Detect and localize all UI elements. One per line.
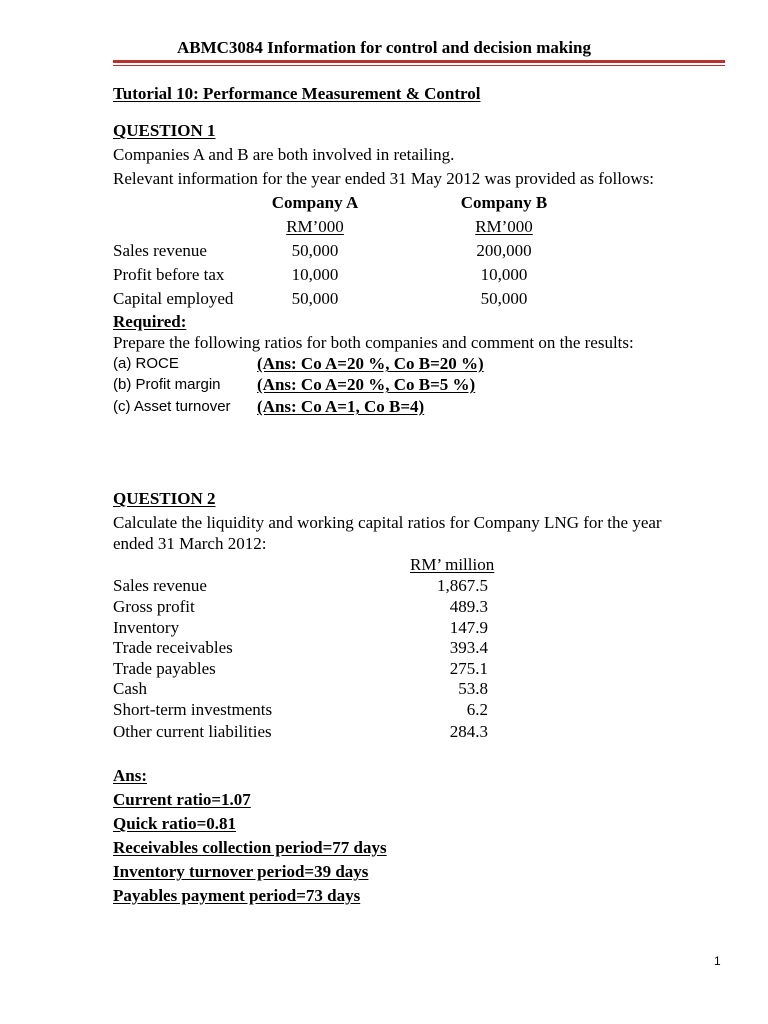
q1-row-label: Capital employed [113, 289, 234, 308]
q1-part-label: (c) Asset turnover [113, 398, 231, 415]
q1-row-value-b: 200,000 [476, 241, 532, 260]
q1-intro-line2: Relevant information for the year ended 31 May 2012 was provided as follows: [113, 169, 655, 188]
q2-row-value: 6.2 [466, 700, 488, 719]
q1-col-company-b: Company B [460, 193, 548, 212]
q2-row-value: 1,867.5 [437, 576, 488, 595]
q1-row-label: Profit before tax [113, 265, 225, 284]
header-rule-thin [113, 65, 725, 66]
q2-answer-quick-ratio: Quick ratio=0.81 [113, 814, 237, 833]
q2-unit-header: RM’ million [410, 555, 495, 574]
tutorial-title: Tutorial 10: Performance Measurement & Control [113, 84, 481, 103]
q2-row-label: Trade payables [113, 659, 216, 678]
q1-row-value-b: 10,000 [480, 265, 528, 284]
q1-row-value-b: 50,000 [480, 289, 528, 308]
page-number: 1 [714, 954, 721, 968]
q1-part-label: (a) ROCE [113, 355, 179, 372]
q1-col-company-a: Company A [271, 193, 359, 212]
q1-row-value-a: 50,000 [291, 289, 339, 308]
q1-part-label: (b) Profit margin [113, 376, 221, 393]
q2-answer-current-ratio: Current ratio=1.07 [113, 790, 251, 809]
q2-row-value: 53.8 [458, 679, 488, 698]
q1-row-value-a: 10,000 [291, 265, 339, 284]
q1-part-answer: (Ans: Co A=1, Co B=4) [257, 397, 425, 416]
q2-answer-inventory-period: Inventory turnover period=39 days [113, 862, 369, 881]
q2-row-value: 284.3 [449, 722, 488, 741]
q1-unit-company-a: RM’000 [286, 217, 344, 236]
q1-unit-company-b: RM’000 [475, 217, 533, 236]
q2-row-label: Gross profit [113, 597, 195, 616]
q1-required-label: Required: [113, 312, 187, 331]
q2-intro-line1: Calculate the liquidity and working capital ratios for Company LNG for the year [113, 513, 662, 532]
q2-row-value: 147.9 [449, 618, 488, 637]
q2-row-value: 489.3 [449, 597, 488, 616]
q2-row-label: Trade receivables [113, 638, 233, 657]
q2-intro-line2: ended 31 March 2012: [113, 534, 267, 553]
q1-row-label: Sales revenue [113, 241, 207, 260]
q1-part-answer: (Ans: Co A=20 %, Co B=20 %) [257, 354, 484, 373]
q2-row-label: Cash [113, 679, 147, 698]
q2-row-label: Short-term investments [113, 700, 273, 719]
q1-row-value-a: 50,000 [291, 241, 339, 260]
q2-ans-heading: Ans: [113, 766, 148, 785]
q1-heading: QUESTION 1 [113, 121, 216, 140]
q2-answer-payables-period: Payables payment period=73 days [113, 886, 361, 905]
header-rule-thick [113, 60, 725, 63]
q2-row-value: 393.4 [449, 638, 488, 657]
q2-answer-receivables-period: Receivables collection period=77 days [113, 838, 387, 857]
header-title: ABMC3084 Information for control and decision making [176, 38, 591, 57]
q2-row-label: Sales revenue [113, 576, 207, 595]
q2-heading: QUESTION 2 [113, 489, 216, 508]
q1-instruction: Prepare the following ratios for both companies and comment on the results: [113, 333, 634, 352]
q2-row-label: Inventory [113, 618, 180, 637]
q1-intro-line1: Companies A and B are both involved in retailing. [113, 145, 455, 164]
q2-row-value: 275.1 [449, 659, 488, 678]
q2-row-label: Other current liabilities [113, 722, 272, 741]
q1-part-answer: (Ans: Co A=20 %, Co B=5 %) [257, 375, 476, 394]
